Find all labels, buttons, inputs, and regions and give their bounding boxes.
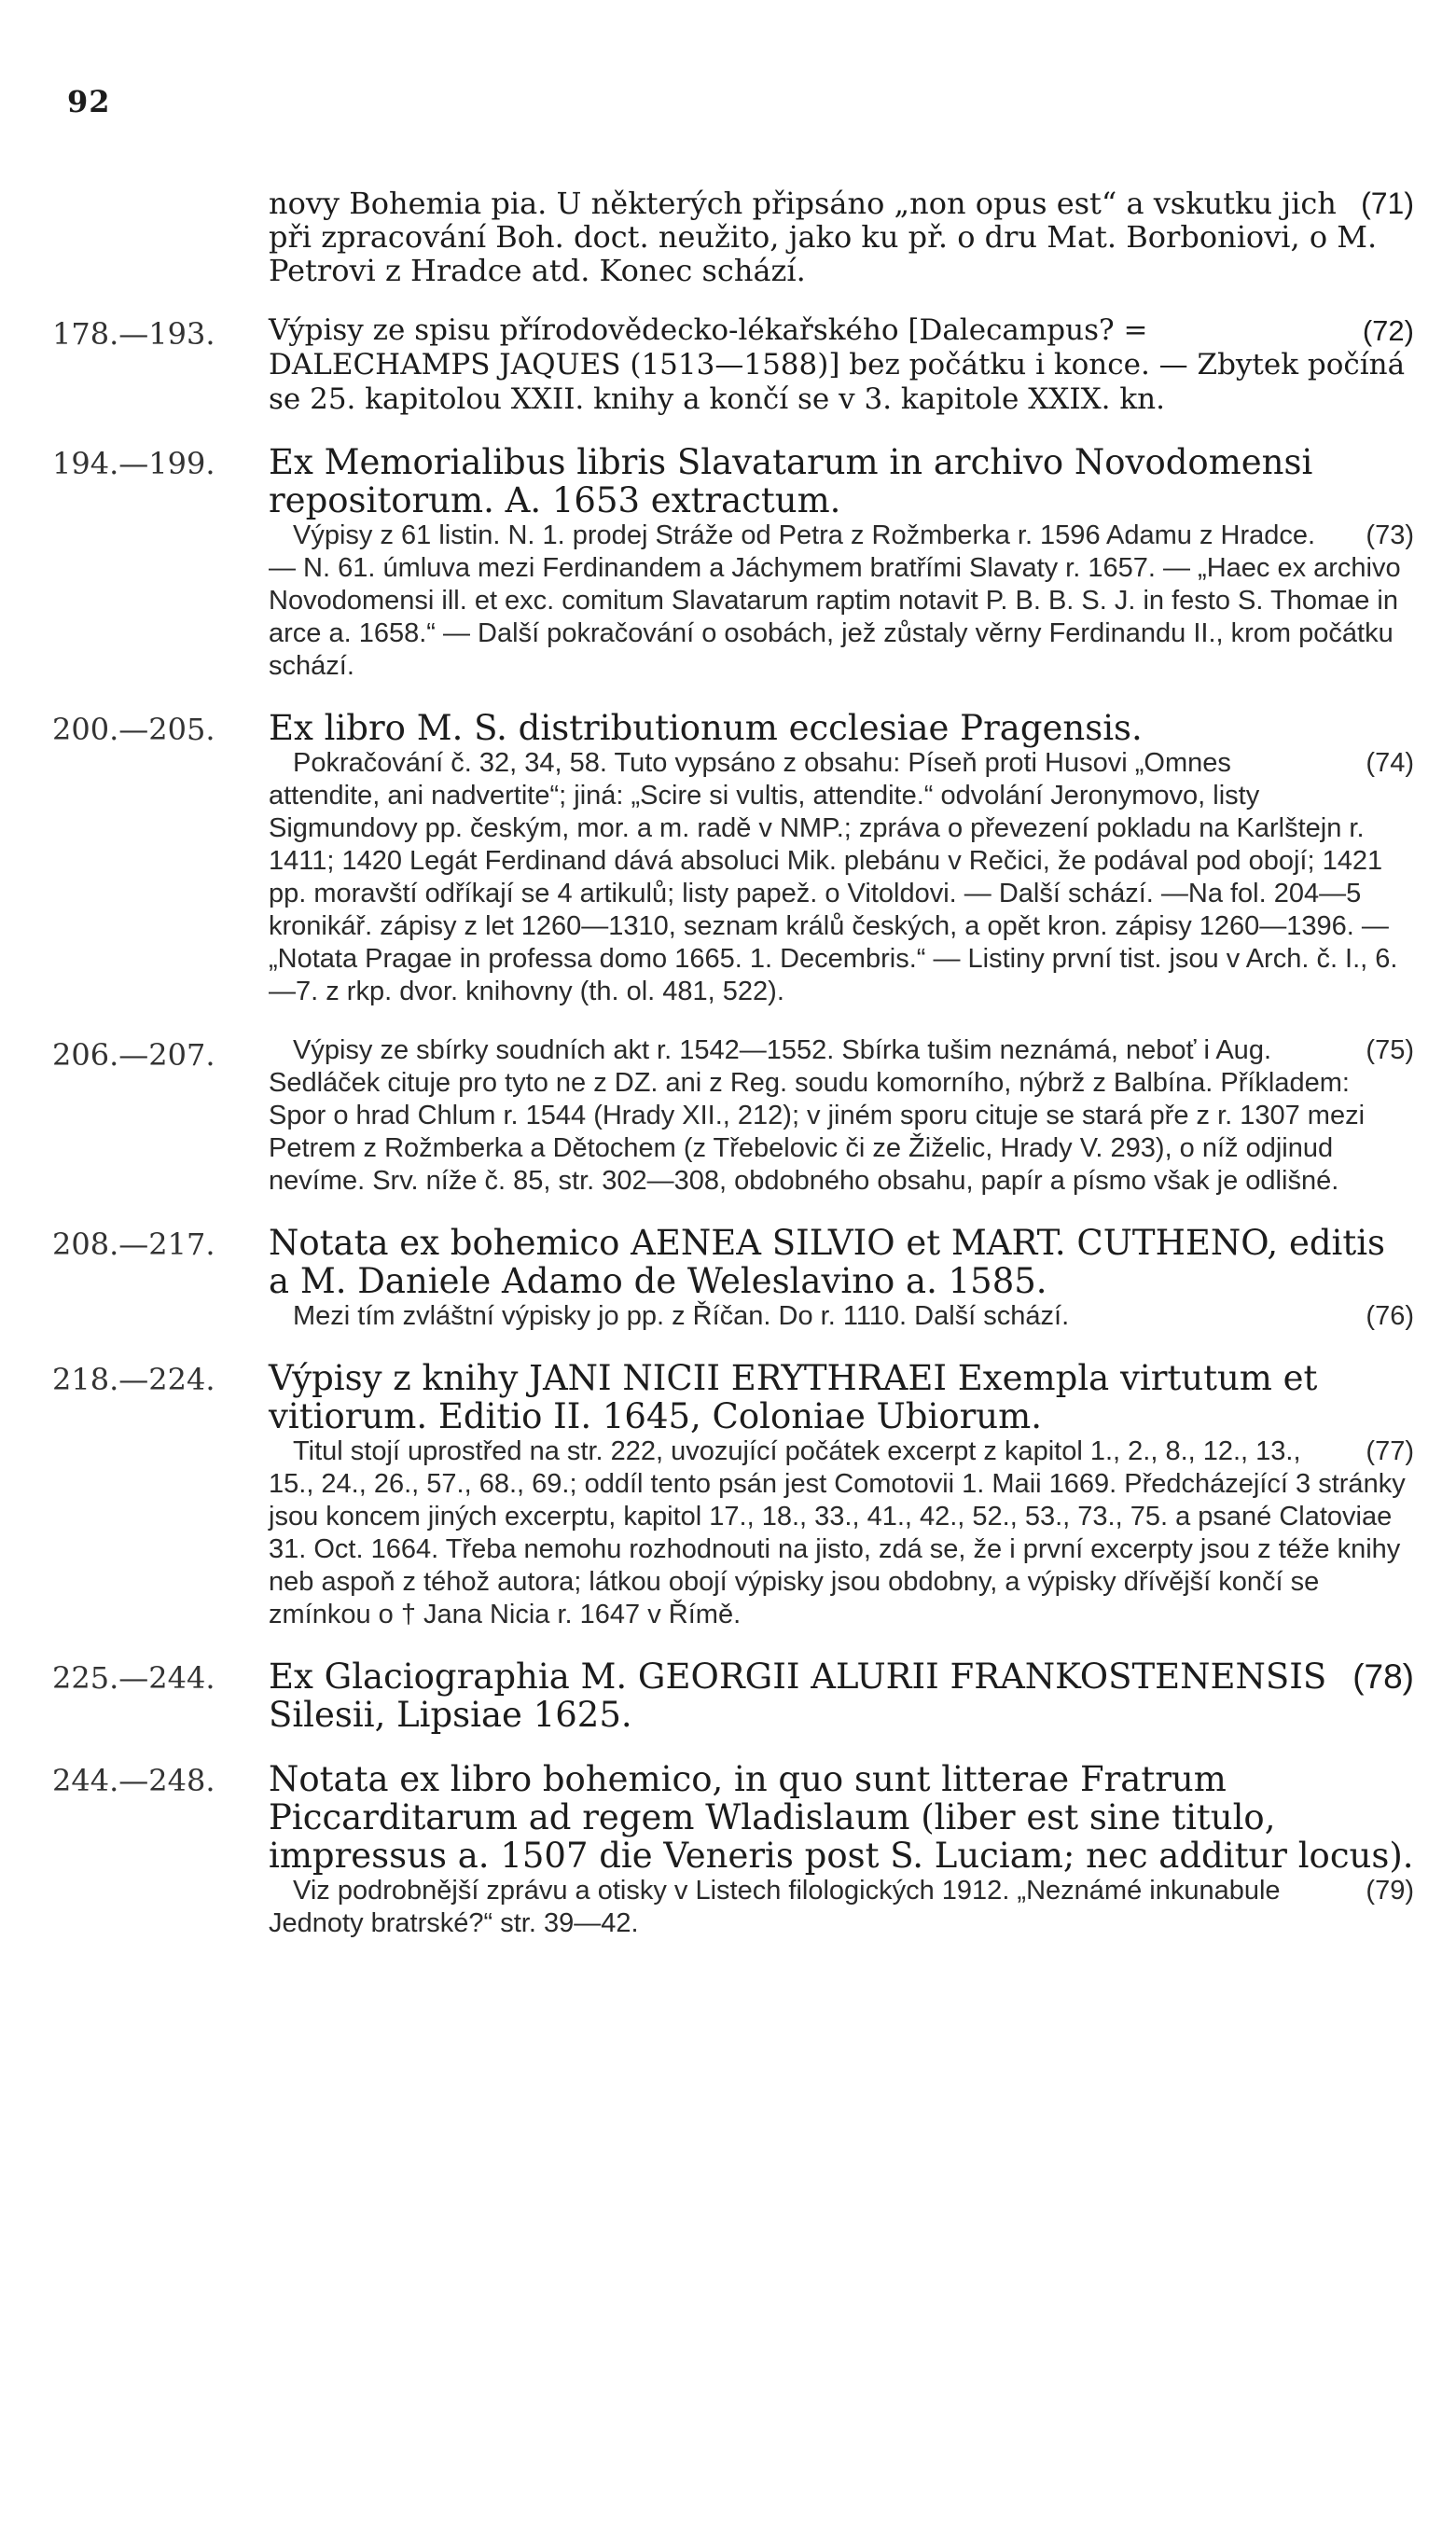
catalog-entry [52, 1657, 1414, 1734]
entry-body [269, 1034, 1414, 1198]
entry-note [269, 1300, 1414, 1333]
entry-note-text: Titul stojí uprostřed na str. 222, uvozující počátek excerpt z kapitol 1., 2., 8., 12., 13., 15., 24., 26., 57., 68., 69.; oddíl tento psán jest Comotovii 1. Maii 1669. Předcházející 3 stránky jsou koncem jiných excerptu, kapitol 17., 18., 33., 41., 42., 52., 53., 73., 75. a psané Clatoviae 31. Oct. 1664. Třeba nemohu rozhodnouti na jisto, zdá se, že i první excerpty jsou z téže knihy neb aspoň z téhož autora; látkou obojí výpisky jsou obdobny, a výpisky dřívější končí se zmínkou o † Jana Nicia r. 1647 v Římě. [269, 1436, 1406, 1629]
entry-range: 178.—193. [52, 316, 215, 352]
entry-description [269, 313, 1414, 417]
entry-note [269, 1435, 1414, 1631]
catalog-entry [52, 313, 1414, 417]
entry-note [269, 747, 1414, 1008]
entry-note [269, 1034, 1414, 1198]
catalog-entry [52, 1224, 1414, 1333]
reference-number: (76) [1366, 1301, 1414, 1331]
entry-note-text: Výpisy z 61 listin. N. 1. prodej Stráže od Petra z Rožmberka r. 1596 Adamu z Hradce. — N. 61. úmluva mezi Ferdinandem a Jáchymem bratřími Slavaty r. 1657. — „Haec ex archivo Novodomensi ill. et exc. comitum Slavatarum raptim notavit P. B. B. S. J. in festo S. Thomae in arce a. 1658.“ — Další pokračování o osobách, jež zůstaly věrny Ferdinandu II., krom počátku schází. [269, 520, 1401, 681]
entry-range: 218.—224. [52, 1362, 215, 1397]
reference-number: (71) [1361, 187, 1414, 220]
entry-description-text: Výpisy ze spisu přírodovědecko-lékařského [Dalecampus? = DALECHAMPS JAQUES (1513—1588)] bez počátku i konce. — Zbytek počíná se 25. kapitolou XXII. knihy a končí se v 3. kapitole XXIX. kn. [269, 313, 1406, 416]
entry-body [269, 313, 1414, 417]
entry-list [52, 187, 1414, 1966]
entry-heading: Notata ex libro bohemico, in quo sunt litterae Fratrum Piccarditarum ad regem Wladislaum (liber est sine titulo, impressus a. 1507 die Veneris post S. Luciam; nec additur locus). [269, 1759, 1414, 1876]
entry-body [269, 1359, 1414, 1631]
entry-heading: Ex Memorialibus libris Slavatarum in archivo Novodomensi repositorum. A. 1653 extractum. [269, 442, 1313, 520]
entry-body [269, 443, 1414, 683]
intro-continuation [52, 187, 1414, 287]
entry-range: 206.—207. [52, 1037, 215, 1073]
reference-number: (72) [1362, 314, 1414, 347]
entry-note [269, 1875, 1414, 1940]
entry-note-text: Mezi tím zvláštní výpisky jo pp. z Říčan. Do r. 1110. Další schází. [293, 1301, 1070, 1331]
catalog-entry [52, 709, 1414, 1008]
entry-body [269, 1760, 1414, 1940]
entry-range-empty [52, 187, 269, 287]
intro-text: novy Bohemia pia. U některých připsáno „non opus est“ a vskutku jich při zpracování Boh. doct. neužito, jako ku př. o dru Mat. Borboniovi, o M. Petrovi z Hradce atd. Konec schází. [269, 186, 1378, 288]
entry-body [269, 709, 1414, 1008]
entry-body [269, 187, 1414, 287]
entry-heading: Ex libro M. S. distributionum ecclesiae Pragensis. [269, 708, 1143, 748]
entry-range: 200.—205. [52, 712, 215, 747]
reference-number: (77) [1366, 1436, 1414, 1466]
entry-note-text: Výpisy ze sbírky soudních akt r. 1542—1552. Sbírka tušim neznámá, neboť i Aug. Sedláček cituje pro tyto ne z DZ. ani z Reg. soudu komorního, nýbrž z Balbína. Příkladem: Spor o hrad Chlum r. 1544 (Hrady XII., 212); v jiném sporu cituje se stará pře z r. 1307 mezi Petrem z Rožmberka a Dětochem (z Třebelovic či ze Žiželic, Hrady V. 293), o níž odjinud nevíme. Srv. níže č. 85, str. 302—308, obdobného obsahu, papír a písmo však je odlišné. [269, 1035, 1366, 1196]
intro-paragraph [269, 187, 1414, 287]
entry-range: 225.—244. [52, 1660, 215, 1696]
entry-body [269, 1657, 1414, 1734]
reference-number: (79) [1366, 1876, 1414, 1906]
page-number: 92 [67, 84, 111, 119]
reference-number: (73) [1366, 520, 1414, 550]
entry-body [269, 1224, 1414, 1333]
entry-range: 208.—217. [52, 1227, 215, 1262]
entry-heading-text: Ex Glaciographia M. GEORGII ALURII FRANKOSTENENSIS Silesii, Lipsiae 1625. [269, 1657, 1327, 1735]
entry-range: 194.—199. [52, 446, 215, 481]
catalog-entry [52, 443, 1414, 683]
entry-heading: Výpisy z knihy JANI NICII ERYTHRAEI Exempla virtutum et vitiorum. Editio II. 1645, Coloniae Ubiorum. [269, 1358, 1318, 1436]
catalog-entry [52, 1760, 1414, 1940]
reference-number: (78) [1352, 1657, 1414, 1696]
entry-heading [269, 1657, 1414, 1734]
entry-note-text: Viz podrobnější zprávu a otisky v Listech filologických 1912. „Neznámé inkunabule Jednoty bratrské?“ str. 39—42. [269, 1876, 1281, 1938]
catalog-entry [52, 1359, 1414, 1631]
reference-number: (74) [1366, 748, 1414, 778]
entry-heading: Notata ex bohemico AENEA SILVIO et MART. CUTHENO, editis a M. Daniele Adamo de Weleslavino a. 1585. [269, 1223, 1386, 1301]
reference-number: (75) [1366, 1035, 1414, 1065]
catalog-entry [52, 1034, 1414, 1198]
entry-note-text: Pokračování č. 32, 34, 58. Tuto vypsáno z obsahu: Píseň proti Husovi „Omnes attendite, ani nadvertite“; jiná: „Scire si vultis, attendite.“ odvolání Jeronymovo, listy Sigmundovy pp. českým, mor. a m. radě v NMP.; zpráva o převezení pokladu na Karlštejn r. 1411; 1420 Legát Ferdinand dává absoluci Mik. plebánu v Rečici, že podával pod obojí; 1421 pp. moravští odříkají se 4 artikulů; listy papež. o Vitoldovi. — Další schází. —Na fol. 204—5 kronikář. zápisy z let 1260—1310, seznam králů českých, a opět kron. zápisy 1260—1396. — „Notata Pragae in professa domo 1665. 1. Decembris.“ — Listiny první tist. jsou v Arch. č. I., 6.—7. z rkp. dvor. knihovny (th. ol. 481, 522). [269, 748, 1398, 1006]
entry-range: 244.—248. [52, 1763, 215, 1798]
entry-note [269, 520, 1414, 683]
